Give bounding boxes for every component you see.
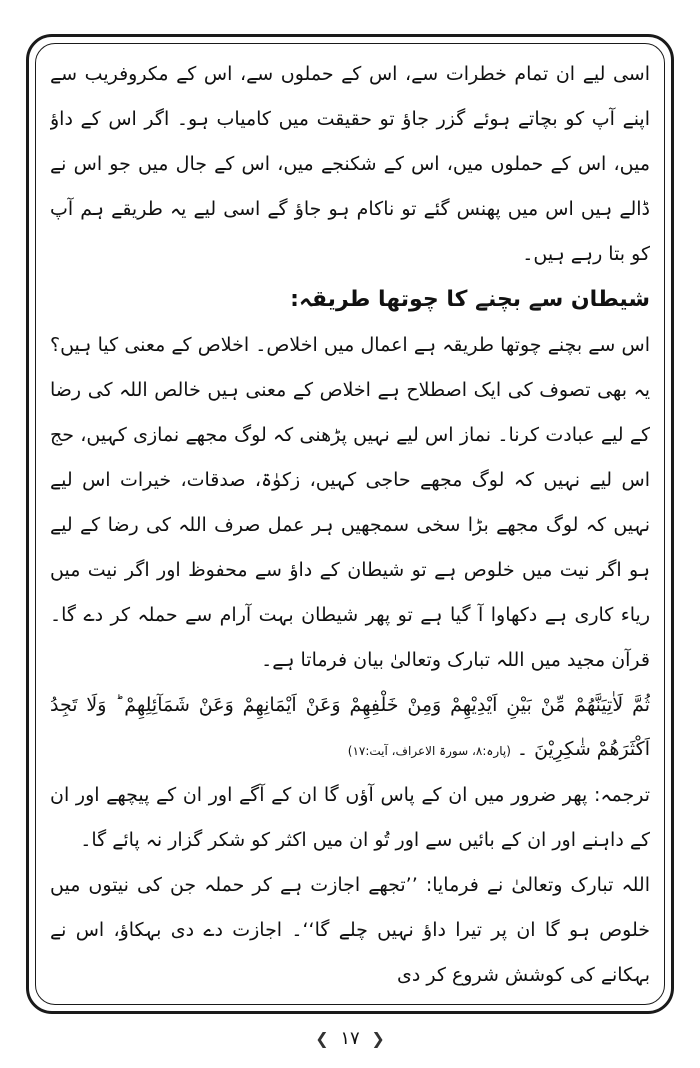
- ornament-right-icon: ❮: [371, 1029, 385, 1048]
- quran-verse-text: ثُمَّ لَاٰتِيَنَّهُمْ مِّنْ بَيْنِ اَيْدِيْهِمْ وَمِنْ خَلْفِهِمْ وَعَنْ اَيْمَانِهِمْ وَعَنْ شَمَآئِلِهِمْ ؕ وَلَا تَجِدُ اَكْثَرَهُمْ شٰكِرِيْنَ ۔: [50, 694, 650, 760]
- section-heading: شیطان سے بچنے کا چوتھا طریقہ:: [290, 287, 650, 312]
- paragraph-2: اس سے بچنے چوتھا طریقہ ہے اعمال میں اخلاص۔ اخلاص کے معنی کیا ہیں؟ یہ بھی تصوف کی ایک اصطلاح ہے اخلاص کے معنی ہیں خالص اللہ کی رضا کے لیے عبادت کرنا۔ نماز اس لیے نہیں پڑھنی کہ لوگ مجھے نمازی کہیں، حج اس لیے نہیں کہ لوگ مجھے حاجی کہیں، زکوٰۃ، صدقات، خیرات اس لیے نہیں کہ لوگ مجھے بڑا سخی سمجھیں ہر عمل صرف اللہ کی رضا کے لیے ہو اگر نیت میں خلوص ہے تو شیطان کے داؤ سے محفوظ اور اگر نیت میں ریاء کاری ہے دکھاوا آ گیا ہے تو پھر شیطان بہت آرام سے حملہ کر دے گا۔ قرآن مجید میں اللہ تبارک وتعالیٰ بیان فرماتا ہے۔: [50, 334, 650, 671]
- paragraph-1: اسی لیے ان تمام خطرات سے، اس کے حملوں سے، اس کے مکروفریب سے اپنے آپ کو بچاتے ہوئے گزر جاؤ تو حقیقت میں کامیاب ہو۔ اگر اس کے داؤ میں، اس کے حملوں میں، اس کے شکنجے میں، اس کے جال میں جو اس نے ڈالے ہیں اس میں پھنس گئے تو ناکام ہو جاؤ گے اسی لیے یہ طریقے ہم آپ کو بتا رہے ہیں۔: [50, 63, 650, 265]
- paragraph-3: اللہ تبارک وتعالیٰ نے فرمایا: ’’تجھے اجازت ہے کر حملہ جن کی نیتوں میں خلوص ہو گا ان پر تیرا داؤ نہیں چلے گا‘‘۔ اجازت دے دی بہکاؤ، اس نے بہکانے کی کوشش شروع کر دی: [50, 874, 650, 986]
- verse-reference: (پارہ:۸، سورۃ الاعراف، آیت:۱۷): [347, 744, 511, 758]
- page-number-footer: [0, 1028, 700, 1049]
- page-content: [50, 52, 650, 1002]
- ornament-left-icon: ❯: [315, 1029, 329, 1048]
- translation: ترجمہ: پھر ضرور میں ان کے پاس آؤں گا ان کے آگے اور ان کے پیچھے اور ان کے داہنے اور ان کے بائیں سے اور تُو ان میں اکثر کو شکر گزار نہ پائے گا۔: [50, 784, 650, 851]
- quran-verse: [50, 683, 650, 773]
- page-number: ۱۷: [340, 1028, 360, 1049]
